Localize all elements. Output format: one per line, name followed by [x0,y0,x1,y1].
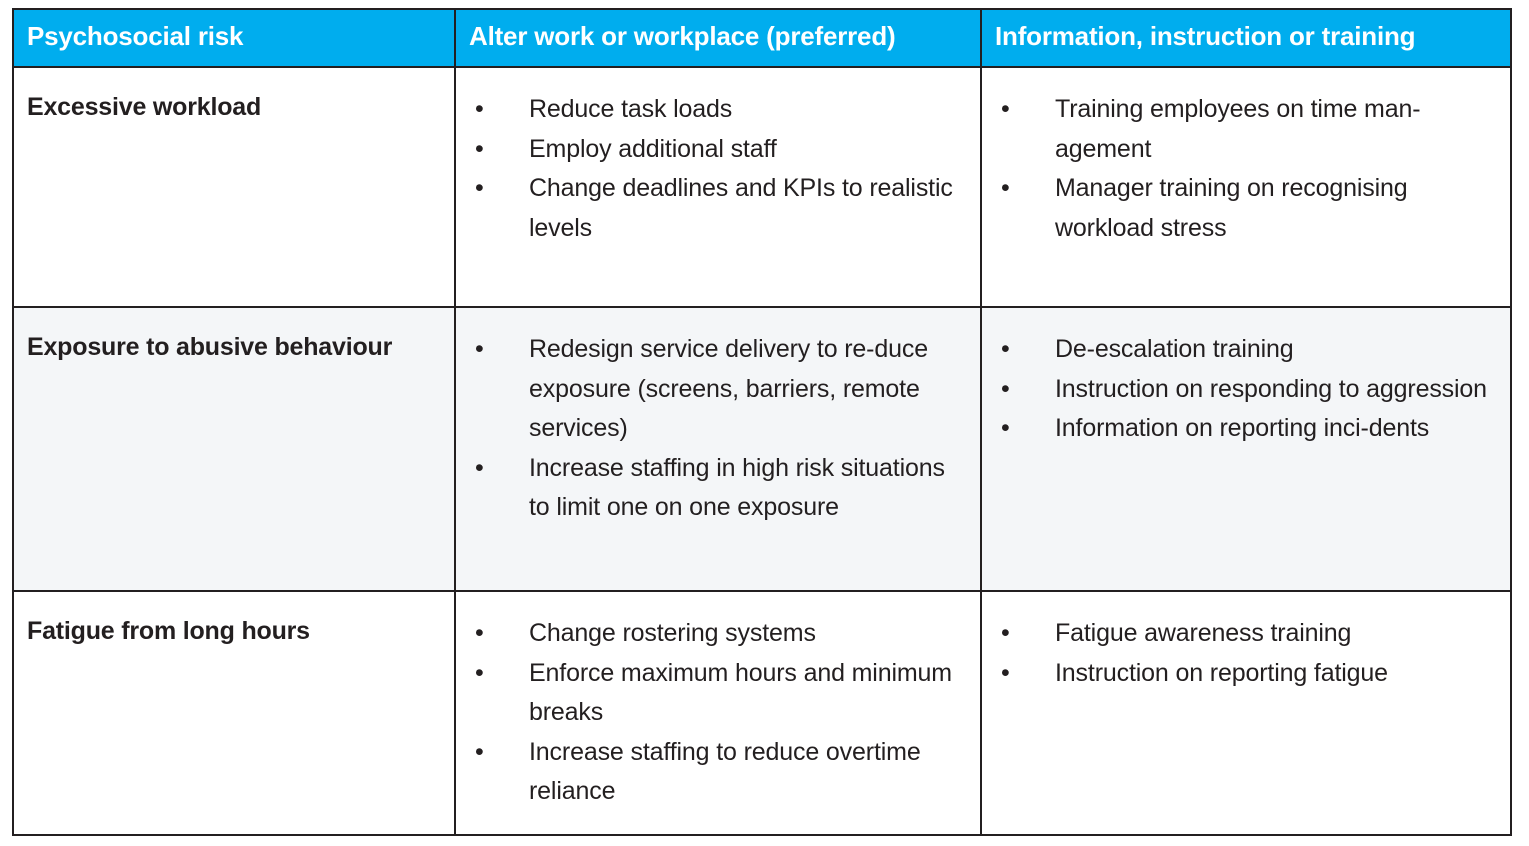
table-header [13,9,1511,67]
header-row [13,9,1511,67]
list-item-label: Change deadlines and KPIs to realistic levels [529,174,953,242]
list-item [995,330,1494,370]
list-item [995,370,1494,410]
list-item [469,654,964,733]
table-row [13,591,1511,835]
bullet-icon: • [1001,414,1010,442]
risk-cell [13,67,455,307]
risk-label: Fatigue from long hours [27,617,310,645]
list-item [995,654,1494,694]
information-list [982,68,1510,270]
table-body [13,67,1511,835]
column-header-label: Psychosocial risk [27,21,244,51]
list-item-label: Reduce task loads [529,95,733,123]
list-item-label: Instruction on reporting fatigue [1055,658,1388,687]
list-item-label: Redesign service delivery to re-duce exposure (screens, barriers, remote services) [529,335,928,442]
information-list [982,592,1510,715]
bullet-icon: • [1001,174,1010,202]
list-item [995,90,1494,169]
list-item [469,733,964,812]
alter-work-cell [455,67,981,307]
list-item [469,330,964,449]
bullet-icon: • [1001,658,1010,687]
list-item [995,409,1494,449]
list-item-label: Instruction on responding to aggression [1055,374,1487,403]
bullet-icon: • [475,174,484,202]
list-item-label: Enforce maximum hours and minimum breaks [529,658,952,726]
list-item-label: Information on reporting inci-dents [1055,414,1430,442]
bullet-icon: • [1001,95,1010,123]
column-header-label: Alter work or workplace (preferred) [469,21,896,51]
list-item-label: Fatigue awareness training [1055,619,1352,647]
bullet-icon: • [475,658,484,687]
alter-work-list [456,308,980,550]
risk-cell [13,307,455,591]
information-list [982,308,1510,471]
list-item [469,90,964,130]
list-item-label: Increase staffing to reduce overtime reliance [529,737,921,805]
table-row [13,307,1511,591]
alter-work-cell [455,307,981,591]
information-cell [981,307,1511,591]
list-item-label: Training employees on time man-agement [1055,95,1421,163]
list-item-label: De-escalation training [1055,335,1294,363]
bullet-icon: • [1001,619,1010,647]
bullet-icon: • [475,737,484,766]
risk-label: Excessive workload [27,93,262,121]
list-item [469,130,964,170]
list-item [469,169,964,248]
information-cell [981,67,1511,307]
information-cell [981,591,1511,835]
column-header-information-training [981,9,1511,67]
list-item-label: Manager training on recognising workload stress [1055,174,1408,242]
bullet-icon: • [1001,335,1010,363]
list-item-label: Increase staffing in high risk situations to limit one on one exposure [529,453,945,521]
bullet-icon: • [475,619,484,647]
alter-work-list [456,592,980,834]
bullet-icon: • [475,335,484,363]
list-item [469,449,964,528]
table-row [13,67,1511,307]
list-item-label: Employ additional staff [529,134,777,163]
column-header-label: Information, instruction or training [995,21,1416,51]
psychosocial-risk-control-table [12,8,1512,836]
column-header-psychosocial-risk [13,9,455,67]
bullet-icon: • [475,134,484,163]
list-item-label: Change rostering systems [529,619,816,647]
alter-work-cell [455,591,981,835]
risk-label: Exposure to abusive behaviour [27,333,393,361]
alter-work-list [456,68,980,270]
list-item [469,614,964,654]
column-header-alter-work [455,9,981,67]
bullet-icon: • [475,453,484,482]
bullet-icon: • [1001,374,1010,403]
risk-cell [13,591,455,835]
list-item [995,614,1494,654]
bullet-icon: • [475,95,484,123]
list-item [995,169,1494,248]
